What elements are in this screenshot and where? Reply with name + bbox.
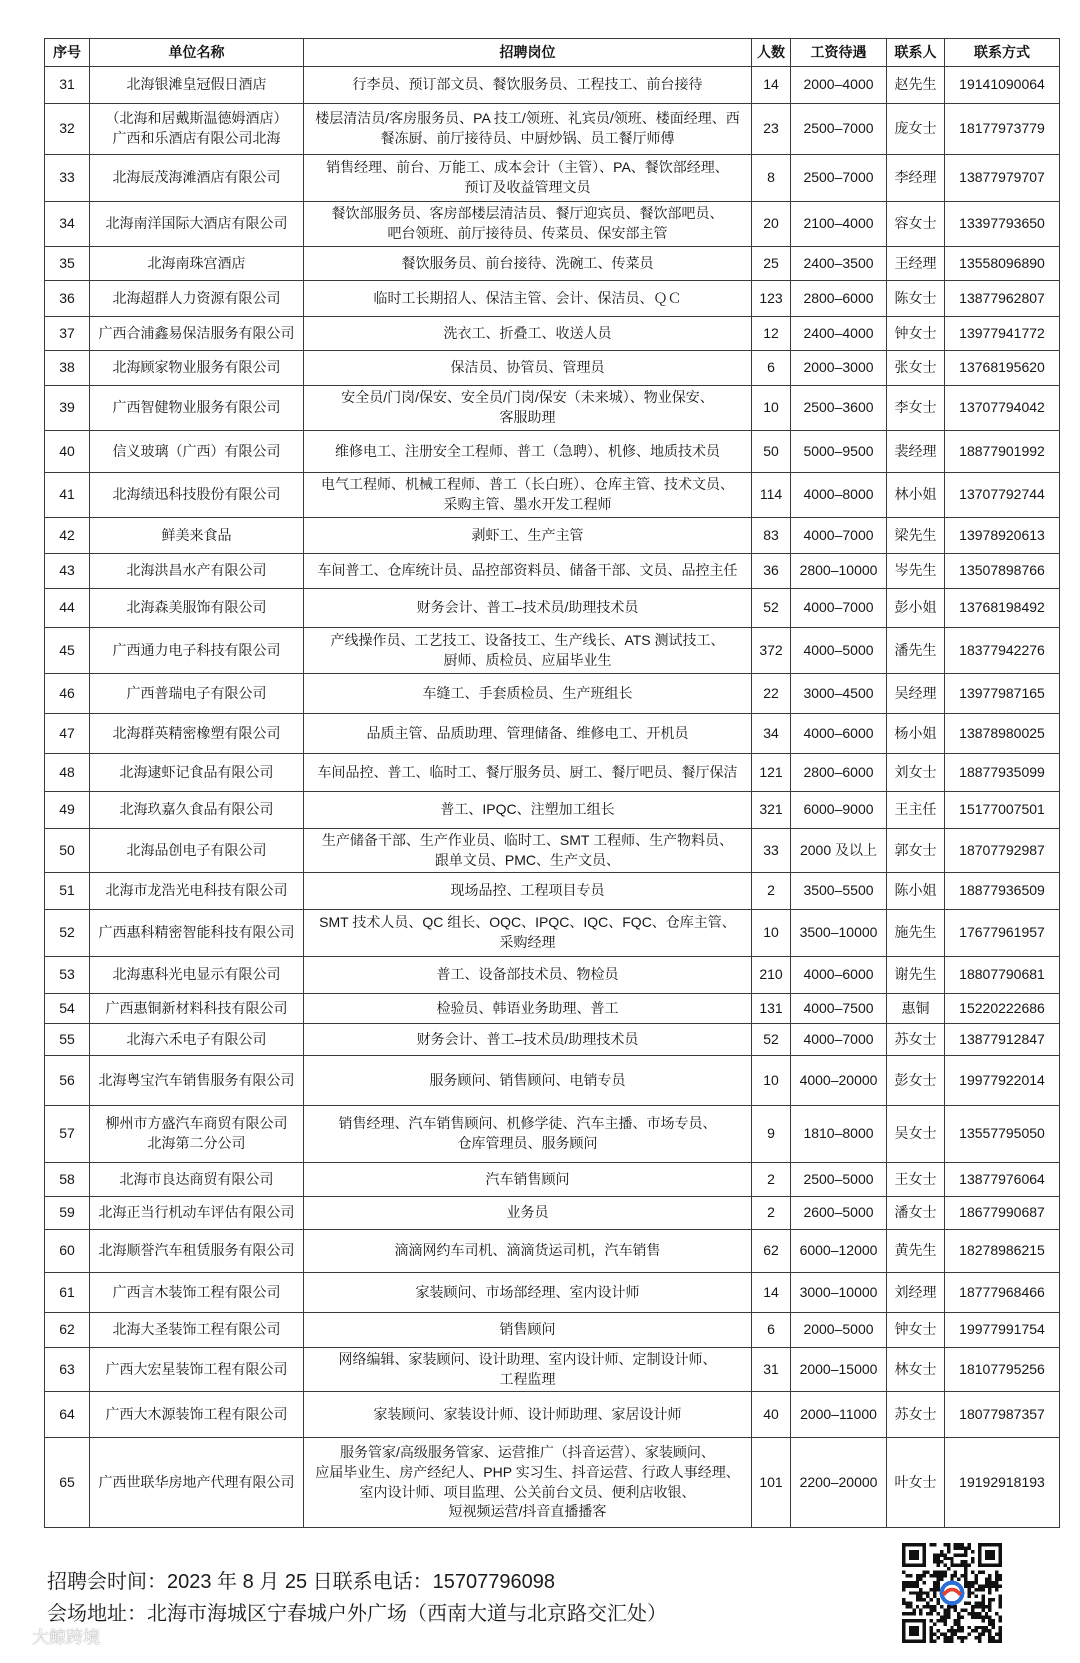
cell-count: 31 [752, 1348, 791, 1392]
header-no: 序号 [45, 39, 90, 67]
cell-phone: 13557795050 [945, 1106, 1060, 1163]
cell-phone: 13977987165 [945, 674, 1060, 714]
fair-venue-address: 会场地址：北海市海城区宁春城户外广场（西南大道与北京路交汇处） [47, 1603, 667, 1625]
header-contact: 联系人 [887, 39, 945, 67]
table-row [45, 873, 1060, 910]
cell-no: 46 [45, 674, 90, 714]
watermark [8, 1624, 100, 1646]
cell-positions: 服务管家/高级服务管家、运营推广（抖音运营）、家装顾问、 应届毕业生、房产经纪人、PHP 实习生、抖音运营、行政人事经理、 室内设计师、项目监理、公关前台文员、便利店收银、 短视频运营/抖音直播播客 [304, 1438, 752, 1528]
table-row [45, 1056, 1060, 1106]
cell-salary: 2100–4000 [791, 202, 887, 247]
cell-contact: 赵先生 [887, 67, 945, 104]
cell-contact: 郭女士 [887, 829, 945, 873]
cell-no: 35 [45, 247, 90, 281]
cell-salary: 3000–10000 [791, 1273, 887, 1313]
cell-company: 广西大宏星装饰工程有限公司 [90, 1348, 304, 1392]
cell-positions: 电气工程师、机械工程师、普工（长白班）、仓库主管、技术文员、 采购主管、墨水开发工程师 [304, 473, 752, 518]
cell-no: 38 [45, 351, 90, 386]
cell-positions: 财务会计、普工–技术员/助理技术员 [304, 1024, 752, 1056]
cell-company: 北海洪昌水产有限公司 [90, 554, 304, 589]
cell-positions: 销售顾问 [304, 1313, 752, 1348]
cell-no: 61 [45, 1273, 90, 1313]
cell-no: 52 [45, 910, 90, 957]
cell-salary: 2500–7000 [791, 104, 887, 155]
cell-company: 广西通力电子科技有限公司 [90, 628, 304, 674]
table-row [45, 351, 1060, 386]
watermark-text: 大鲸跨境 [32, 1627, 100, 1647]
cell-salary: 6000–12000 [791, 1230, 887, 1273]
table-row [45, 202, 1060, 247]
cell-contact: 林女士 [887, 1348, 945, 1392]
cell-company: 信义玻璃（广西）有限公司 [90, 431, 304, 473]
cell-phone: 19141090064 [945, 67, 1060, 104]
cell-positions: 维修电工、注册安全工程师、普工（急聘）、机修、地质技术员 [304, 431, 752, 473]
cell-count: 101 [752, 1438, 791, 1528]
cell-positions: 餐饮服务员、前台接待、洗碗工、传菜员 [304, 247, 752, 281]
table-row [45, 281, 1060, 317]
cell-salary: 2000–11000 [791, 1392, 887, 1438]
cell-no: 60 [45, 1230, 90, 1273]
cell-salary: 2800–6000 [791, 754, 887, 792]
table-row [45, 829, 1060, 873]
cell-salary: 2800–6000 [791, 281, 887, 317]
cell-company: 北海顾家物业服务有限公司 [90, 351, 304, 386]
cell-phone: 13707794042 [945, 386, 1060, 431]
cell-count: 10 [752, 1056, 791, 1106]
cell-count: 8 [752, 155, 791, 202]
cell-contact: 容女士 [887, 202, 945, 247]
cell-count: 25 [752, 247, 791, 281]
cell-contact: 潘女士 [887, 1197, 945, 1230]
cell-count: 123 [752, 281, 791, 317]
cell-positions: 网络编辑、家装顾问、设计助理、室内设计师、定制设计师、 工程监理 [304, 1348, 752, 1392]
cell-salary: 2400–3500 [791, 247, 887, 281]
cell-phone: 13978920613 [945, 518, 1060, 554]
cell-no: 45 [45, 628, 90, 674]
header-count: 人数 [752, 39, 791, 67]
cell-no: 56 [45, 1056, 90, 1106]
cell-salary: 4000–7000 [791, 589, 887, 628]
cell-company: 广西惠铜新材料科技有限公司 [90, 994, 304, 1024]
cell-count: 321 [752, 792, 791, 829]
cell-positions: 滴滴网约车司机、滴滴货运司机，汽车销售 [304, 1230, 752, 1273]
cell-salary: 3500–5500 [791, 873, 887, 910]
cell-contact: 钟女士 [887, 1313, 945, 1348]
cell-company: 柳州市方盛汽车商贸有限公司 北海第二分公司 [90, 1106, 304, 1163]
cell-no: 47 [45, 714, 90, 754]
qr-code [902, 1543, 1002, 1643]
table-row [45, 473, 1060, 518]
table-row [45, 431, 1060, 473]
header-phone: 联系方式 [945, 39, 1060, 67]
cell-count: 12 [752, 317, 791, 351]
cell-positions: 业务员 [304, 1197, 752, 1230]
cell-no: 43 [45, 554, 90, 589]
cell-count: 6 [752, 1313, 791, 1348]
cell-salary: 4000–8000 [791, 473, 887, 518]
table-row [45, 589, 1060, 628]
table-row [45, 1348, 1060, 1392]
cell-no: 34 [45, 202, 90, 247]
cell-phone: 13707792744 [945, 473, 1060, 518]
cell-company: 北海市良达商贸有限公司 [90, 1163, 304, 1197]
cell-positions: 现场品控、工程项目专员 [304, 873, 752, 910]
cell-salary: 4000–7000 [791, 518, 887, 554]
cell-company: 北海银滩皇冠假日酒店 [90, 67, 304, 104]
cell-company: （北海和居戴斯温德姆酒店） 广西和乐酒店有限公司北海 [90, 104, 304, 155]
cell-no: 44 [45, 589, 90, 628]
cell-no: 40 [45, 431, 90, 473]
cell-company: 鲜美来食品 [90, 518, 304, 554]
cell-count: 83 [752, 518, 791, 554]
table-body [45, 67, 1060, 1528]
cell-company: 北海南珠宫酒店 [90, 247, 304, 281]
cell-salary: 4000–6000 [791, 714, 887, 754]
cell-count: 121 [752, 754, 791, 792]
cell-salary: 4000–5000 [791, 628, 887, 674]
cell-positions: 洗衣工、折叠工、收送人员 [304, 317, 752, 351]
table-row [45, 714, 1060, 754]
cell-contact: 黄先生 [887, 1230, 945, 1273]
cell-no: 53 [45, 957, 90, 994]
table-row [45, 1024, 1060, 1056]
table-row [45, 386, 1060, 431]
table-row [45, 554, 1060, 589]
cell-phone: 13768195620 [945, 351, 1060, 386]
cell-phone: 18177973779 [945, 104, 1060, 155]
recruitment-table [44, 38, 1060, 1528]
cell-contact: 叶女士 [887, 1438, 945, 1528]
cell-no: 65 [45, 1438, 90, 1528]
table-row [45, 792, 1060, 829]
cell-no: 64 [45, 1392, 90, 1438]
cell-no: 59 [45, 1197, 90, 1230]
cell-phone: 18707792987 [945, 829, 1060, 873]
table-row [45, 1438, 1060, 1528]
cell-no: 63 [45, 1348, 90, 1392]
cell-count: 210 [752, 957, 791, 994]
cell-no: 31 [45, 67, 90, 104]
cell-count: 14 [752, 67, 791, 104]
header-salary: 工资待遇 [791, 39, 887, 67]
cell-company: 北海森美服饰有限公司 [90, 589, 304, 628]
cell-salary: 4000–20000 [791, 1056, 887, 1106]
cell-no: 49 [45, 792, 90, 829]
cell-count: 114 [752, 473, 791, 518]
cell-contact: 岑先生 [887, 554, 945, 589]
cell-phone: 19977922014 [945, 1056, 1060, 1106]
cell-salary: 5000–9500 [791, 431, 887, 473]
cell-company: 北海玖嘉久食品有限公司 [90, 792, 304, 829]
cell-no: 51 [45, 873, 90, 910]
cell-company: 北海粤宝汽车销售服务有限公司 [90, 1056, 304, 1106]
cell-contact: 刘经理 [887, 1273, 945, 1313]
cell-positions: 楼层清洁员/客房服务员、PA 技工/领班、礼宾员/领班、楼面经理、西 餐冻厨、前厅接待员、中厨炒锅、员工餐厅师傅 [304, 104, 752, 155]
cell-count: 10 [752, 386, 791, 431]
cell-count: 34 [752, 714, 791, 754]
cell-positions: 汽车销售顾问 [304, 1163, 752, 1197]
cell-contact: 苏女士 [887, 1392, 945, 1438]
cell-company: 广西惠科精密智能科技有限公司 [90, 910, 304, 957]
cell-phone: 13507898766 [945, 554, 1060, 589]
cell-count: 131 [752, 994, 791, 1024]
cell-no: 36 [45, 281, 90, 317]
cell-phone: 13977941772 [945, 317, 1060, 351]
cell-phone: 18107795256 [945, 1348, 1060, 1392]
cell-positions: 销售经理、汽车销售顾问、机修学徒、汽车主播、市场专员、 仓库管理员、服务顾问 [304, 1106, 752, 1163]
cell-no: 55 [45, 1024, 90, 1056]
cell-phone: 18777968466 [945, 1273, 1060, 1313]
cell-phone: 19977991754 [945, 1313, 1060, 1348]
cell-count: 6 [752, 351, 791, 386]
cell-contact: 李经理 [887, 155, 945, 202]
cell-company: 北海南洋国际大酒店有限公司 [90, 202, 304, 247]
fair-time-and-phone: 招聘会时间：2023 年 8 月 25 日联系电话：15707796098 [47, 1571, 555, 1593]
cell-count: 23 [752, 104, 791, 155]
cell-company: 北海品创电子有限公司 [90, 829, 304, 873]
cell-contact: 王主任 [887, 792, 945, 829]
cell-count: 2 [752, 1163, 791, 1197]
cell-company: 北海群英精密橡塑有限公司 [90, 714, 304, 754]
cell-company: 北海顺誉汽车租赁服务有限公司 [90, 1230, 304, 1273]
cell-phone: 19192918193 [945, 1438, 1060, 1528]
cell-positions: 财务会计、普工–技术员/助理技术员 [304, 589, 752, 628]
cell-count: 52 [752, 589, 791, 628]
cell-contact: 彭女士 [887, 1056, 945, 1106]
cell-salary: 2000–4000 [791, 67, 887, 104]
cell-contact: 钟女士 [887, 317, 945, 351]
cell-company: 北海大圣装饰工程有限公司 [90, 1313, 304, 1348]
cell-positions: 安全员/门岗/保安、安全员/门岗/保安（未来城）、物业保安、 客服助理 [304, 386, 752, 431]
cell-company: 广西智健物业服务有限公司 [90, 386, 304, 431]
cell-positions: 家装顾问、家装设计师、设计师助理、家居设计师 [304, 1392, 752, 1438]
cell-positions: 品质主管、品质助理、管理储备、维修电工、开机员 [304, 714, 752, 754]
cell-phone: 18377942276 [945, 628, 1060, 674]
cell-salary: 2500–7000 [791, 155, 887, 202]
cell-no: 33 [45, 155, 90, 202]
table-row [45, 104, 1060, 155]
cell-count: 10 [752, 910, 791, 957]
cell-contact: 李女士 [887, 386, 945, 431]
cell-count: 14 [752, 1273, 791, 1313]
table-row [45, 994, 1060, 1024]
cell-positions: 家装顾问、市场部经理、室内设计师 [304, 1273, 752, 1313]
cell-company: 广西普瑞电子有限公司 [90, 674, 304, 714]
cell-positions: 服务顾问、销售顾问、电销专员 [304, 1056, 752, 1106]
cell-company: 广西世联华房地产代理有限公司 [90, 1438, 304, 1528]
cell-no: 50 [45, 829, 90, 873]
cell-no: 54 [45, 994, 90, 1024]
cell-company: 广西大木源装饰工程有限公司 [90, 1392, 304, 1438]
cell-count: 50 [752, 431, 791, 473]
cell-phone: 17677961957 [945, 910, 1060, 957]
cell-contact: 梁先生 [887, 518, 945, 554]
cell-no: 48 [45, 754, 90, 792]
cell-positions: 剥虾工、生产主管 [304, 518, 752, 554]
cell-contact: 刘女士 [887, 754, 945, 792]
cell-contact: 林小姐 [887, 473, 945, 518]
cell-count: 22 [752, 674, 791, 714]
cell-contact: 裴经理 [887, 431, 945, 473]
cell-positions: 检验员、韩语业务助理、普工 [304, 994, 752, 1024]
cell-positions: 生产储备干部、生产作业员、临时工、SMT 工程师、生产物料员、 跟单文员、PMC、生产文员、 [304, 829, 752, 873]
cell-salary: 2000–5000 [791, 1313, 887, 1348]
table-row [45, 1313, 1060, 1348]
cell-count: 62 [752, 1230, 791, 1273]
cell-phone: 18677990687 [945, 1197, 1060, 1230]
cell-positions: 车缝工、手套质检员、生产班组长 [304, 674, 752, 714]
cell-positions: 销售经理、前台、万能工、成本会计（主管）、PA、餐饮部经理、 预订及收益管理文员 [304, 155, 752, 202]
cell-positions: 产线操作员、工艺技工、设备技工、生产线长、ATS 测试技工、 厨师、质检员、应届毕业生 [304, 628, 752, 674]
cell-contact: 潘先生 [887, 628, 945, 674]
cell-positions: SMT 技术人员、QC 组长、OQC、IPQC、IQC、FQC、仓库主管、 采购经理 [304, 910, 752, 957]
cell-positions: 保洁员、协管员、管理员 [304, 351, 752, 386]
cell-phone: 13768198492 [945, 589, 1060, 628]
cell-count: 20 [752, 202, 791, 247]
cell-phone: 18877901992 [945, 431, 1060, 473]
cell-count: 33 [752, 829, 791, 873]
table-row [45, 910, 1060, 957]
table-row [45, 247, 1060, 281]
cell-company: 北海逮虾记食品有限公司 [90, 754, 304, 792]
cell-no: 41 [45, 473, 90, 518]
table-row [45, 1197, 1060, 1230]
cell-count: 40 [752, 1392, 791, 1438]
cell-phone: 18278986215 [945, 1230, 1060, 1273]
cell-salary: 4000–7000 [791, 1024, 887, 1056]
table-row [45, 674, 1060, 714]
cell-contact: 惠铜 [887, 994, 945, 1024]
cell-contact: 吴女士 [887, 1106, 945, 1163]
cell-no: 32 [45, 104, 90, 155]
cell-phone: 13397793650 [945, 202, 1060, 247]
cell-contact: 彭小姐 [887, 589, 945, 628]
cell-salary: 2500–3600 [791, 386, 887, 431]
cell-positions: 行李员、预订部文员、餐饮服务员、工程技工、前台接待 [304, 67, 752, 104]
cell-positions: 临时工长期招人、保洁主管、会计、保洁员、ＱＣ [304, 281, 752, 317]
table-row [45, 518, 1060, 554]
cell-phone: 13877912847 [945, 1024, 1060, 1056]
cell-phone: 13877976064 [945, 1163, 1060, 1197]
table-row [45, 754, 1060, 792]
cell-salary: 2200–20000 [791, 1438, 887, 1528]
cell-count: 52 [752, 1024, 791, 1056]
cell-phone: 18877936509 [945, 873, 1060, 910]
cell-company: 北海六禾电子有限公司 [90, 1024, 304, 1056]
cell-contact: 庞女士 [887, 104, 945, 155]
table-row [45, 628, 1060, 674]
cell-contact: 谢先生 [887, 957, 945, 994]
cell-salary: 6000–9000 [791, 792, 887, 829]
cell-contact: 施先生 [887, 910, 945, 957]
cell-phone: 18807790681 [945, 957, 1060, 994]
cell-salary: 2800–10000 [791, 554, 887, 589]
cell-salary: 3000–4500 [791, 674, 887, 714]
cell-company: 北海辰茂海滩酒店有限公司 [90, 155, 304, 202]
cell-company: 广西言木装饰工程有限公司 [90, 1273, 304, 1313]
cell-contact: 吴经理 [887, 674, 945, 714]
table-row [45, 1163, 1060, 1197]
cell-contact: 张女士 [887, 351, 945, 386]
cell-count: 9 [752, 1106, 791, 1163]
table-row [45, 1106, 1060, 1163]
cell-positions: 普工、设备部技术员、物检员 [304, 957, 752, 994]
cell-phone: 13877979707 [945, 155, 1060, 202]
cell-phone: 13878980025 [945, 714, 1060, 754]
cell-salary: 4000–7500 [791, 994, 887, 1024]
cell-no: 42 [45, 518, 90, 554]
table-row [45, 1273, 1060, 1313]
table-row [45, 317, 1060, 351]
cell-phone: 13558096890 [945, 247, 1060, 281]
cell-salary: 3500–10000 [791, 910, 887, 957]
cell-salary: 2400–4000 [791, 317, 887, 351]
cell-no: 37 [45, 317, 90, 351]
cell-no: 58 [45, 1163, 90, 1197]
cell-positions: 普工、IPQC、注塑加工组长 [304, 792, 752, 829]
cell-count: 2 [752, 1197, 791, 1230]
watermark-logo-icon [8, 1625, 28, 1645]
cell-contact: 陈女士 [887, 281, 945, 317]
cell-contact: 苏女士 [887, 1024, 945, 1056]
cell-phone: 15177007501 [945, 792, 1060, 829]
cell-salary: 2000 及以上 [791, 829, 887, 873]
table-row [45, 957, 1060, 994]
cell-company: 北海正当行机动车评估有限公司 [90, 1197, 304, 1230]
cell-phone: 15220222686 [945, 994, 1060, 1024]
cell-contact: 王经理 [887, 247, 945, 281]
table-row [45, 1230, 1060, 1273]
cell-positions: 车间普工、仓库统计员、品控部资料员、储备干部、文员、品控主任 [304, 554, 752, 589]
header-company: 单位名称 [90, 39, 304, 67]
cell-phone: 13877962807 [945, 281, 1060, 317]
cell-positions: 餐饮部服务员、客房部楼层清洁员、餐厅迎宾员、餐饮部吧员、 吧台领班、前厅接待员、传菜员、保安部主管 [304, 202, 752, 247]
cell-count: 372 [752, 628, 791, 674]
cell-company: 北海市龙浩光电科技有限公司 [90, 873, 304, 910]
cell-positions: 车间品控、普工、临时工、餐厅服务员、厨工、餐厅吧员、餐厅保洁 [304, 754, 752, 792]
cell-contact: 王女士 [887, 1163, 945, 1197]
cell-no: 57 [45, 1106, 90, 1163]
cell-no: 62 [45, 1313, 90, 1348]
cell-salary: 2000–15000 [791, 1348, 887, 1392]
cell-no: 39 [45, 386, 90, 431]
cell-salary: 2000–3000 [791, 351, 887, 386]
cell-salary: 2600–5000 [791, 1197, 887, 1230]
cell-salary: 4000–6000 [791, 957, 887, 994]
cell-contact: 陈小姐 [887, 873, 945, 910]
cell-count: 36 [752, 554, 791, 589]
cell-company: 北海超群人力资源有限公司 [90, 281, 304, 317]
cell-count: 2 [752, 873, 791, 910]
table-row [45, 155, 1060, 202]
header-positions: 招聘岗位 [304, 39, 752, 67]
table-row [45, 67, 1060, 104]
cell-contact: 杨小姐 [887, 714, 945, 754]
cell-salary: 1810–8000 [791, 1106, 887, 1163]
cell-salary: 2500–5000 [791, 1163, 887, 1197]
cell-company: 北海绩迅科技股份有限公司 [90, 473, 304, 518]
cell-phone: 18077987357 [945, 1392, 1060, 1438]
cell-phone: 18877935099 [945, 754, 1060, 792]
cell-company: 广西合浦鑫易保洁服务有限公司 [90, 317, 304, 351]
qr-code-icon [902, 1543, 1002, 1643]
table-header-row [45, 39, 1060, 67]
cell-company: 北海惠科光电显示有限公司 [90, 957, 304, 994]
table-row [45, 1392, 1060, 1438]
